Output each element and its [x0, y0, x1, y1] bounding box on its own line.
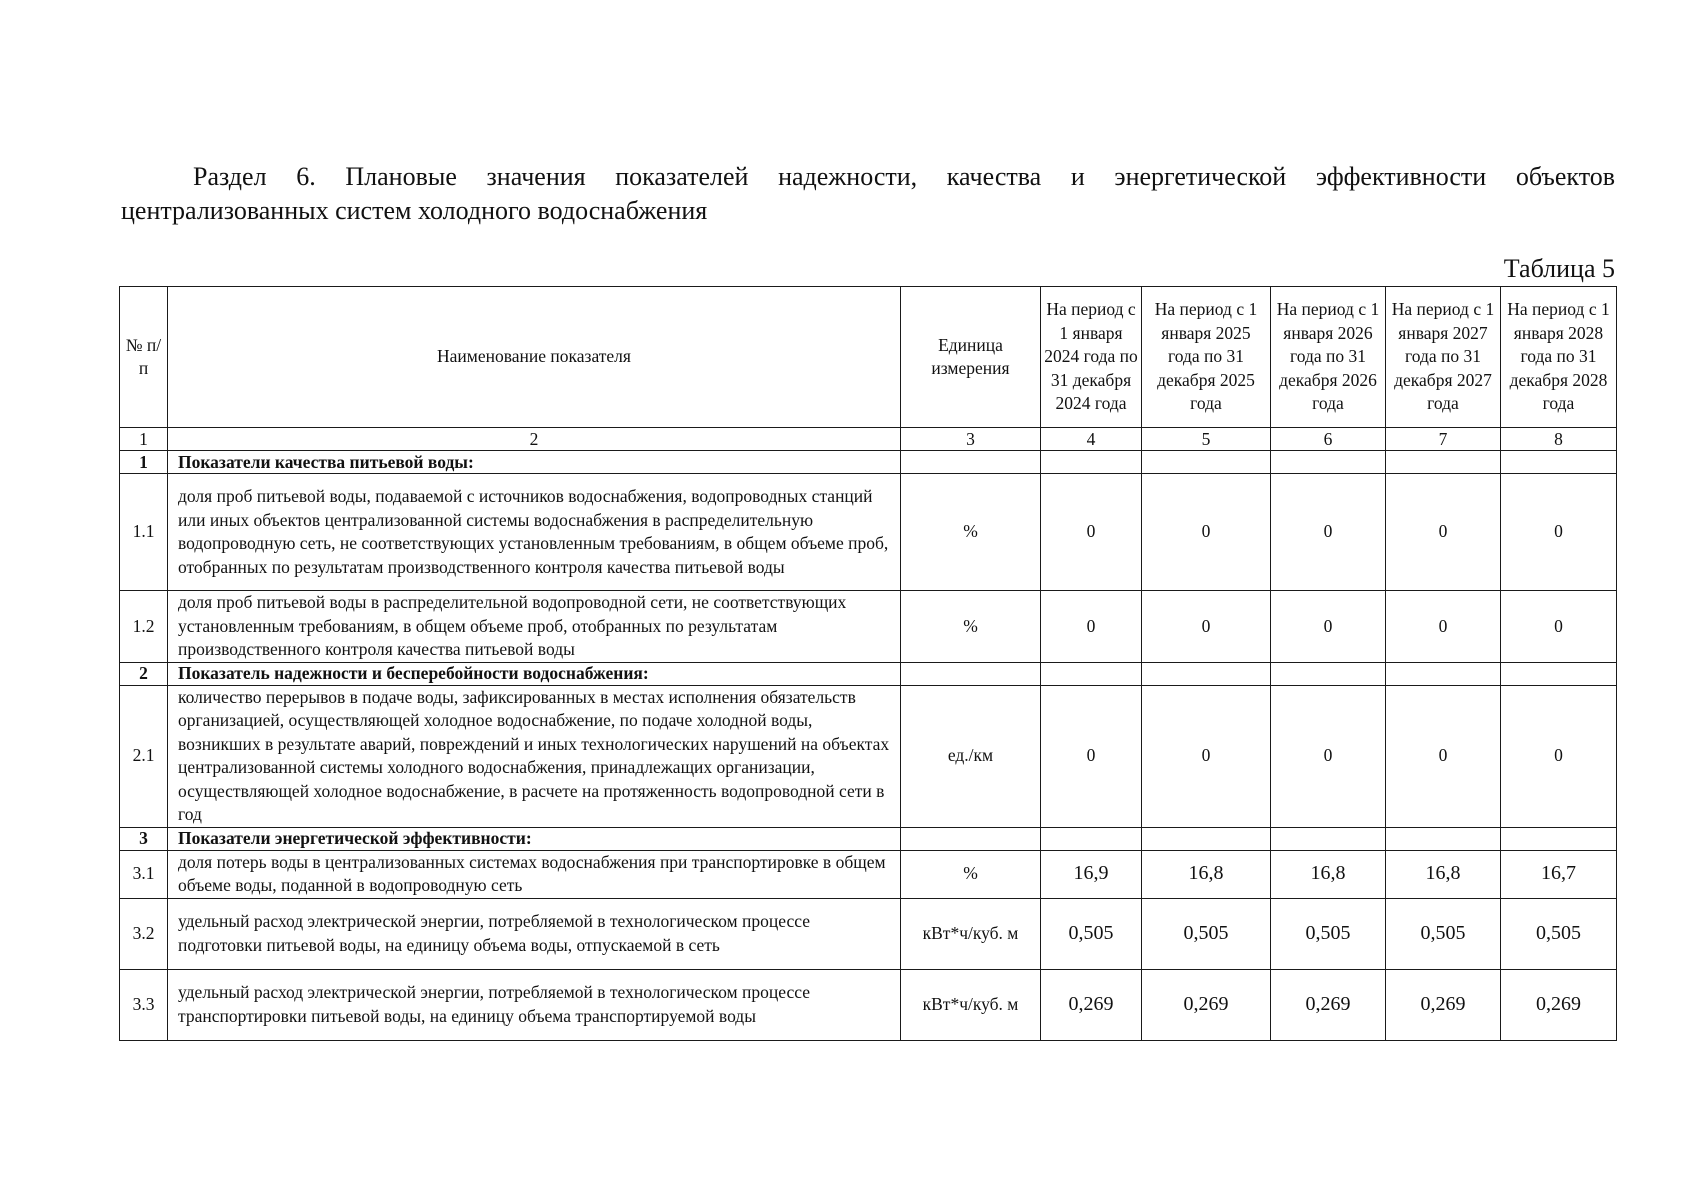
value-cell: 0 — [1041, 685, 1142, 827]
column-number: 5 — [1142, 428, 1271, 451]
indicator-name: доля проб питьевой воды в распределительной водопроводной сети, не соответствующих установленным требованиям, в общем объеме проб, отобранных по результатам производственного контроля качества питьевой воды — [168, 591, 901, 663]
column-number: 1 — [120, 428, 168, 451]
value-cell: 0 — [1271, 474, 1386, 591]
value-cell: 0 — [1501, 591, 1617, 663]
header-period-2024: На период с 1 января 2024 года по 31 декабря 2024 года — [1041, 287, 1142, 428]
value-cell: 0 — [1271, 685, 1386, 827]
row-number: 1.1 — [120, 474, 168, 591]
section-row-energy — [120, 827, 1617, 850]
column-number: 2 — [168, 428, 901, 451]
unit-cell: кВт*ч/куб. м — [901, 969, 1041, 1040]
row-number: 1.2 — [120, 591, 168, 663]
value-cell: 16,8 — [1142, 850, 1271, 898]
column-number-row — [120, 428, 1617, 451]
table-label: Таблица 5 — [1503, 254, 1615, 283]
indicator-name: удельный расход электрической энергии, потребляемой в технологическом процессе транспортировки питьевой воды, на единицу объема транспортируемой воды — [168, 969, 901, 1040]
header-num: № п/п — [120, 287, 168, 428]
section-number: 2 — [120, 662, 168, 685]
table-row — [120, 591, 1617, 663]
unit-cell: % — [901, 474, 1041, 591]
value-cell: 0,269 — [1271, 969, 1386, 1040]
value-cell: 16,7 — [1501, 850, 1617, 898]
header-unit: Единица измерения — [901, 287, 1041, 428]
value-cell: 0 — [1386, 474, 1501, 591]
section-row-quality — [120, 451, 1617, 474]
value-cell: 0,505 — [1386, 898, 1501, 969]
value-cell: 0,269 — [1501, 969, 1617, 1040]
section-heading-line-1: Раздел 6. Плановые значения показателей надежности, качества и энергетической эффективности объектов — [193, 162, 1615, 191]
section-heading-line-2: централизованных систем холодного водоснабжения — [121, 196, 708, 225]
value-cell: 0,505 — [1041, 898, 1142, 969]
header-period-2025: На период с 1 января 2025 года по 31 декабря 2025 года — [1142, 287, 1271, 428]
header-period-2026: На период с 1 января 2026 года по 31 декабря 2026 года — [1271, 287, 1386, 428]
value-cell: 16,8 — [1271, 850, 1386, 898]
value-cell: 0 — [1142, 474, 1271, 591]
table-row — [120, 685, 1617, 827]
section-heading — [121, 160, 1615, 228]
section-number: 1 — [120, 451, 168, 474]
row-number: 2.1 — [120, 685, 168, 827]
indicators-table — [119, 286, 1617, 1041]
table-row — [120, 898, 1617, 969]
unit-cell: % — [901, 850, 1041, 898]
value-cell: 0 — [1041, 591, 1142, 663]
value-cell: 0 — [1142, 685, 1271, 827]
value-cell: 0 — [1271, 591, 1386, 663]
section-title: Показатели энергетической эффективности: — [168, 827, 901, 850]
row-number: 3.3 — [120, 969, 168, 1040]
section-title: Показатель надежности и бесперебойности водоснабжения: — [168, 662, 901, 685]
indicator-name: удельный расход электрической энергии, потребляемой в технологическом процессе подготовки питьевой воды, на единицу объема воды, отпускаемой в сеть — [168, 898, 901, 969]
table-row — [120, 969, 1617, 1040]
value-cell: 16,9 — [1041, 850, 1142, 898]
header-row — [120, 287, 1617, 428]
value-cell: 0 — [1501, 685, 1617, 827]
header-name: Наименование показателя — [168, 287, 901, 428]
column-number: 6 — [1271, 428, 1386, 451]
header-period-2027: На период с 1 января 2027 года по 31 декабря 2027 года — [1386, 287, 1501, 428]
value-cell: 0 — [1142, 591, 1271, 663]
row-number: 3.2 — [120, 898, 168, 969]
section-title: Показатели качества питьевой воды: — [168, 451, 901, 474]
column-number: 8 — [1501, 428, 1617, 451]
indicator-name: количество перерывов в подаче воды, зафиксированных в местах исполнения обязательств организацией, осуществляющей холодное водоснабжение, по подаче холодной воды, возникших в результате аварий, повреждений и иных технологических нарушений на объектах централизованной системы холодного водоснабжения, принадлежащих организации, осуществляющей холодное водоснабжение, в расчете на протяженность водопроводной сети в год — [168, 685, 901, 827]
value-cell: 0 — [1386, 591, 1501, 663]
value-cell: 0,505 — [1271, 898, 1386, 969]
row-number: 3.1 — [120, 850, 168, 898]
indicator-name: доля проб питьевой воды, подаваемой с источников водоснабжения, водопроводных станций или иных объектов централизованной системы водоснабжения в распределительную водопроводную сеть, не соответствующих установленным требованиям, в общем объеме проб, отобранных по результатам производственного контроля качества питьевой воды — [168, 474, 901, 591]
unit-cell: ед./км — [901, 685, 1041, 827]
unit-cell: кВт*ч/куб. м — [901, 898, 1041, 969]
value-cell: 0 — [1041, 474, 1142, 591]
value-cell: 0,269 — [1386, 969, 1501, 1040]
value-cell: 16,8 — [1386, 850, 1501, 898]
value-cell: 0,269 — [1041, 969, 1142, 1040]
value-cell: 0,269 — [1142, 969, 1271, 1040]
value-cell: 0 — [1501, 474, 1617, 591]
unit-cell: % — [901, 591, 1041, 663]
section-row-reliability — [120, 662, 1617, 685]
column-number: 7 — [1386, 428, 1501, 451]
table-row — [120, 850, 1617, 898]
indicator-name: доля потерь воды в централизованных системах водоснабжения при транспортировке в общем объеме воды, поданной в водопроводную сеть — [168, 850, 901, 898]
section-number: 3 — [120, 827, 168, 850]
column-number: 4 — [1041, 428, 1142, 451]
value-cell: 0,505 — [1142, 898, 1271, 969]
column-number: 3 — [901, 428, 1041, 451]
value-cell: 0,505 — [1501, 898, 1617, 969]
table-row — [120, 474, 1617, 591]
header-period-2028: На период с 1 января 2028 года по 31 декабря 2028 года — [1501, 287, 1617, 428]
value-cell: 0 — [1386, 685, 1501, 827]
